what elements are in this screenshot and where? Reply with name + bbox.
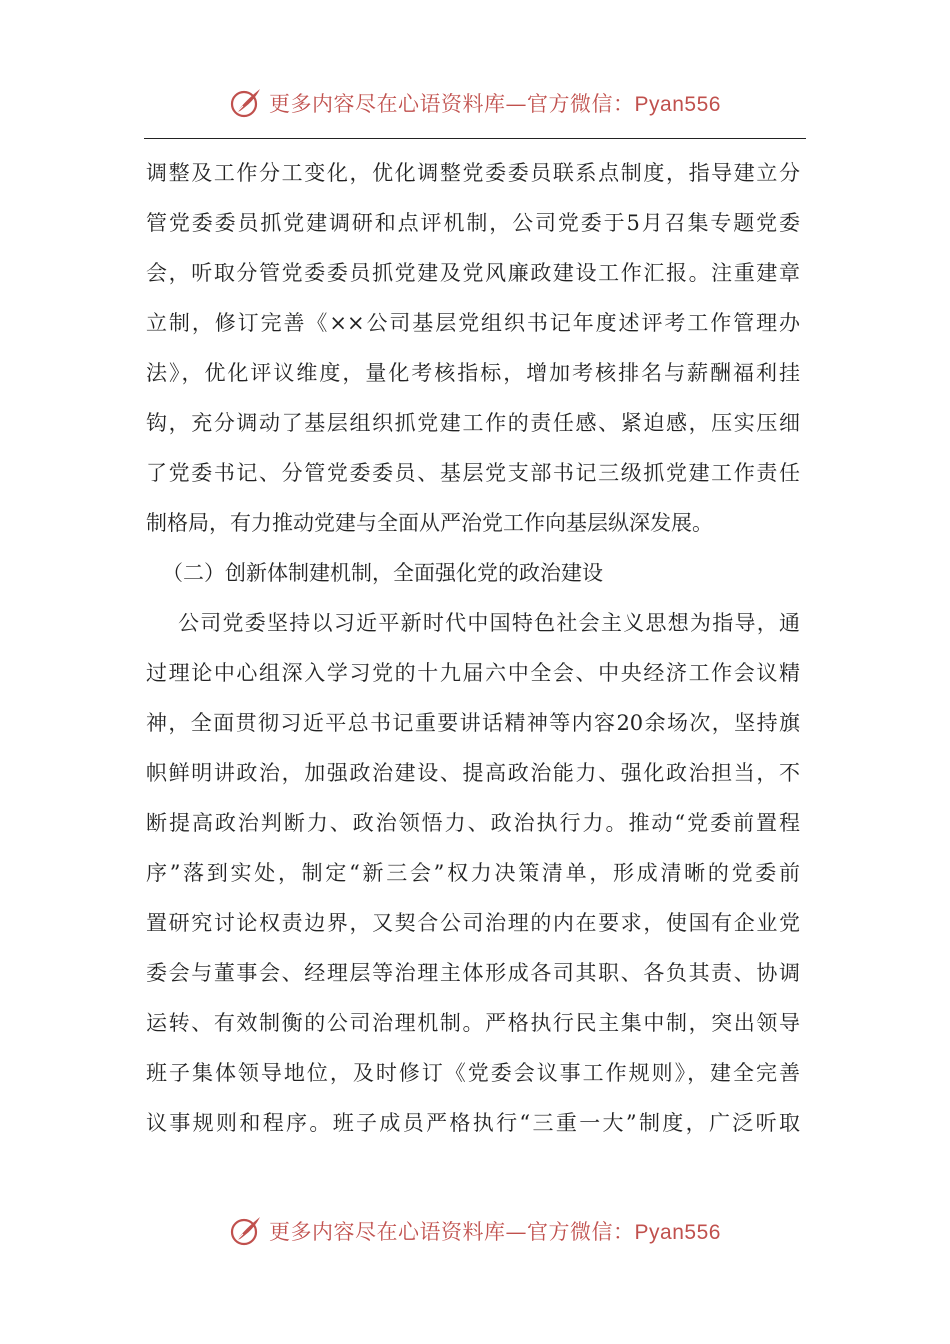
body-line: 班子集体领导地位，及时修订《党委会议事工作规则》，建全完善 bbox=[146, 1061, 800, 1085]
body-line: 公司党委坚持以习近平新时代中国特色社会主义思想为指导，通 bbox=[178, 611, 800, 635]
body-line: 管党委委员抓党建调研和点评机制，公司党委于5月召集专题党委 bbox=[146, 211, 800, 235]
footer-wechat-id: Pyan556 bbox=[634, 1221, 721, 1244]
body-line: 断提高政治判断力、政治领悟力、政治执行力。推动“党委前置程 bbox=[146, 811, 800, 835]
body-line: 运转、有效制衡的公司治理机制。严格执行民主集中制，突出领导 bbox=[146, 1011, 800, 1035]
body-line: 立制，修订完善《××公司基层党组织书记年度述评考工作管理办 bbox=[146, 311, 800, 335]
footer-banner bbox=[0, 1206, 950, 1256]
body-line: 委会与董事会、经理层等治理主体形成各司其职、各负其责、协调 bbox=[146, 961, 800, 985]
header-banner-text: 更多内容尽在心语资料库—官方微信：Pyan556 bbox=[269, 92, 721, 116]
body-line: 制格局，有力推动党建与全面从严治党工作向基层纵深发展。 bbox=[146, 511, 713, 535]
body-line: 序”落到实处，制定“新三会”权力决策清单，形成清晰的党委前 bbox=[146, 861, 800, 885]
body-line: 法》，优化评议维度，量化考核指标，增加考核排名与薪酬福利挂 bbox=[146, 361, 800, 385]
body-line: 神，全面贯彻习近平总书记重要讲话精神等内容20余场次，坚持旗 bbox=[146, 711, 800, 735]
body-line: 钩，充分调动了基层组织抓党建工作的责任感、紧迫感，压实压细 bbox=[146, 411, 800, 435]
document-body bbox=[146, 148, 800, 1148]
section-heading: （二）创新体制建机制，全面强化党的政治建设 bbox=[162, 561, 603, 585]
body-line: 调整及工作分工变化，优化调整党委委员联系点制度，指导建立分 bbox=[146, 161, 800, 185]
header-wechat-id: Pyan556 bbox=[634, 93, 721, 116]
body-line: 会，听取分管党委委员抓党建及党风廉政建设工作汇报。注重建章 bbox=[146, 261, 800, 285]
body-line: 过理论中心组深入学习党的十九届六中全会、中央经济工作会议精 bbox=[146, 661, 800, 685]
quill-pen-logo-icon bbox=[229, 86, 263, 120]
body-line: 置研究讨论权责边界，又契合公司治理的内在要求，使国有企业党 bbox=[146, 911, 800, 935]
header-banner bbox=[0, 78, 950, 128]
footer-banner-text: 更多内容尽在心语资料库—官方微信：Pyan556 bbox=[269, 1220, 721, 1244]
body-line: 了党委书记、分管党委委员、基层党支部书记三级抓党建工作责任 bbox=[146, 461, 800, 485]
header-divider bbox=[144, 138, 806, 139]
body-line: 帜鲜明讲政治，加强政治建设、提高政治能力、强化政治担当，不 bbox=[146, 761, 800, 785]
body-line: 议事规则和程序。班子成员严格执行“三重一大”制度，广泛听取 bbox=[146, 1111, 800, 1135]
quill-pen-logo-icon bbox=[229, 1214, 263, 1248]
